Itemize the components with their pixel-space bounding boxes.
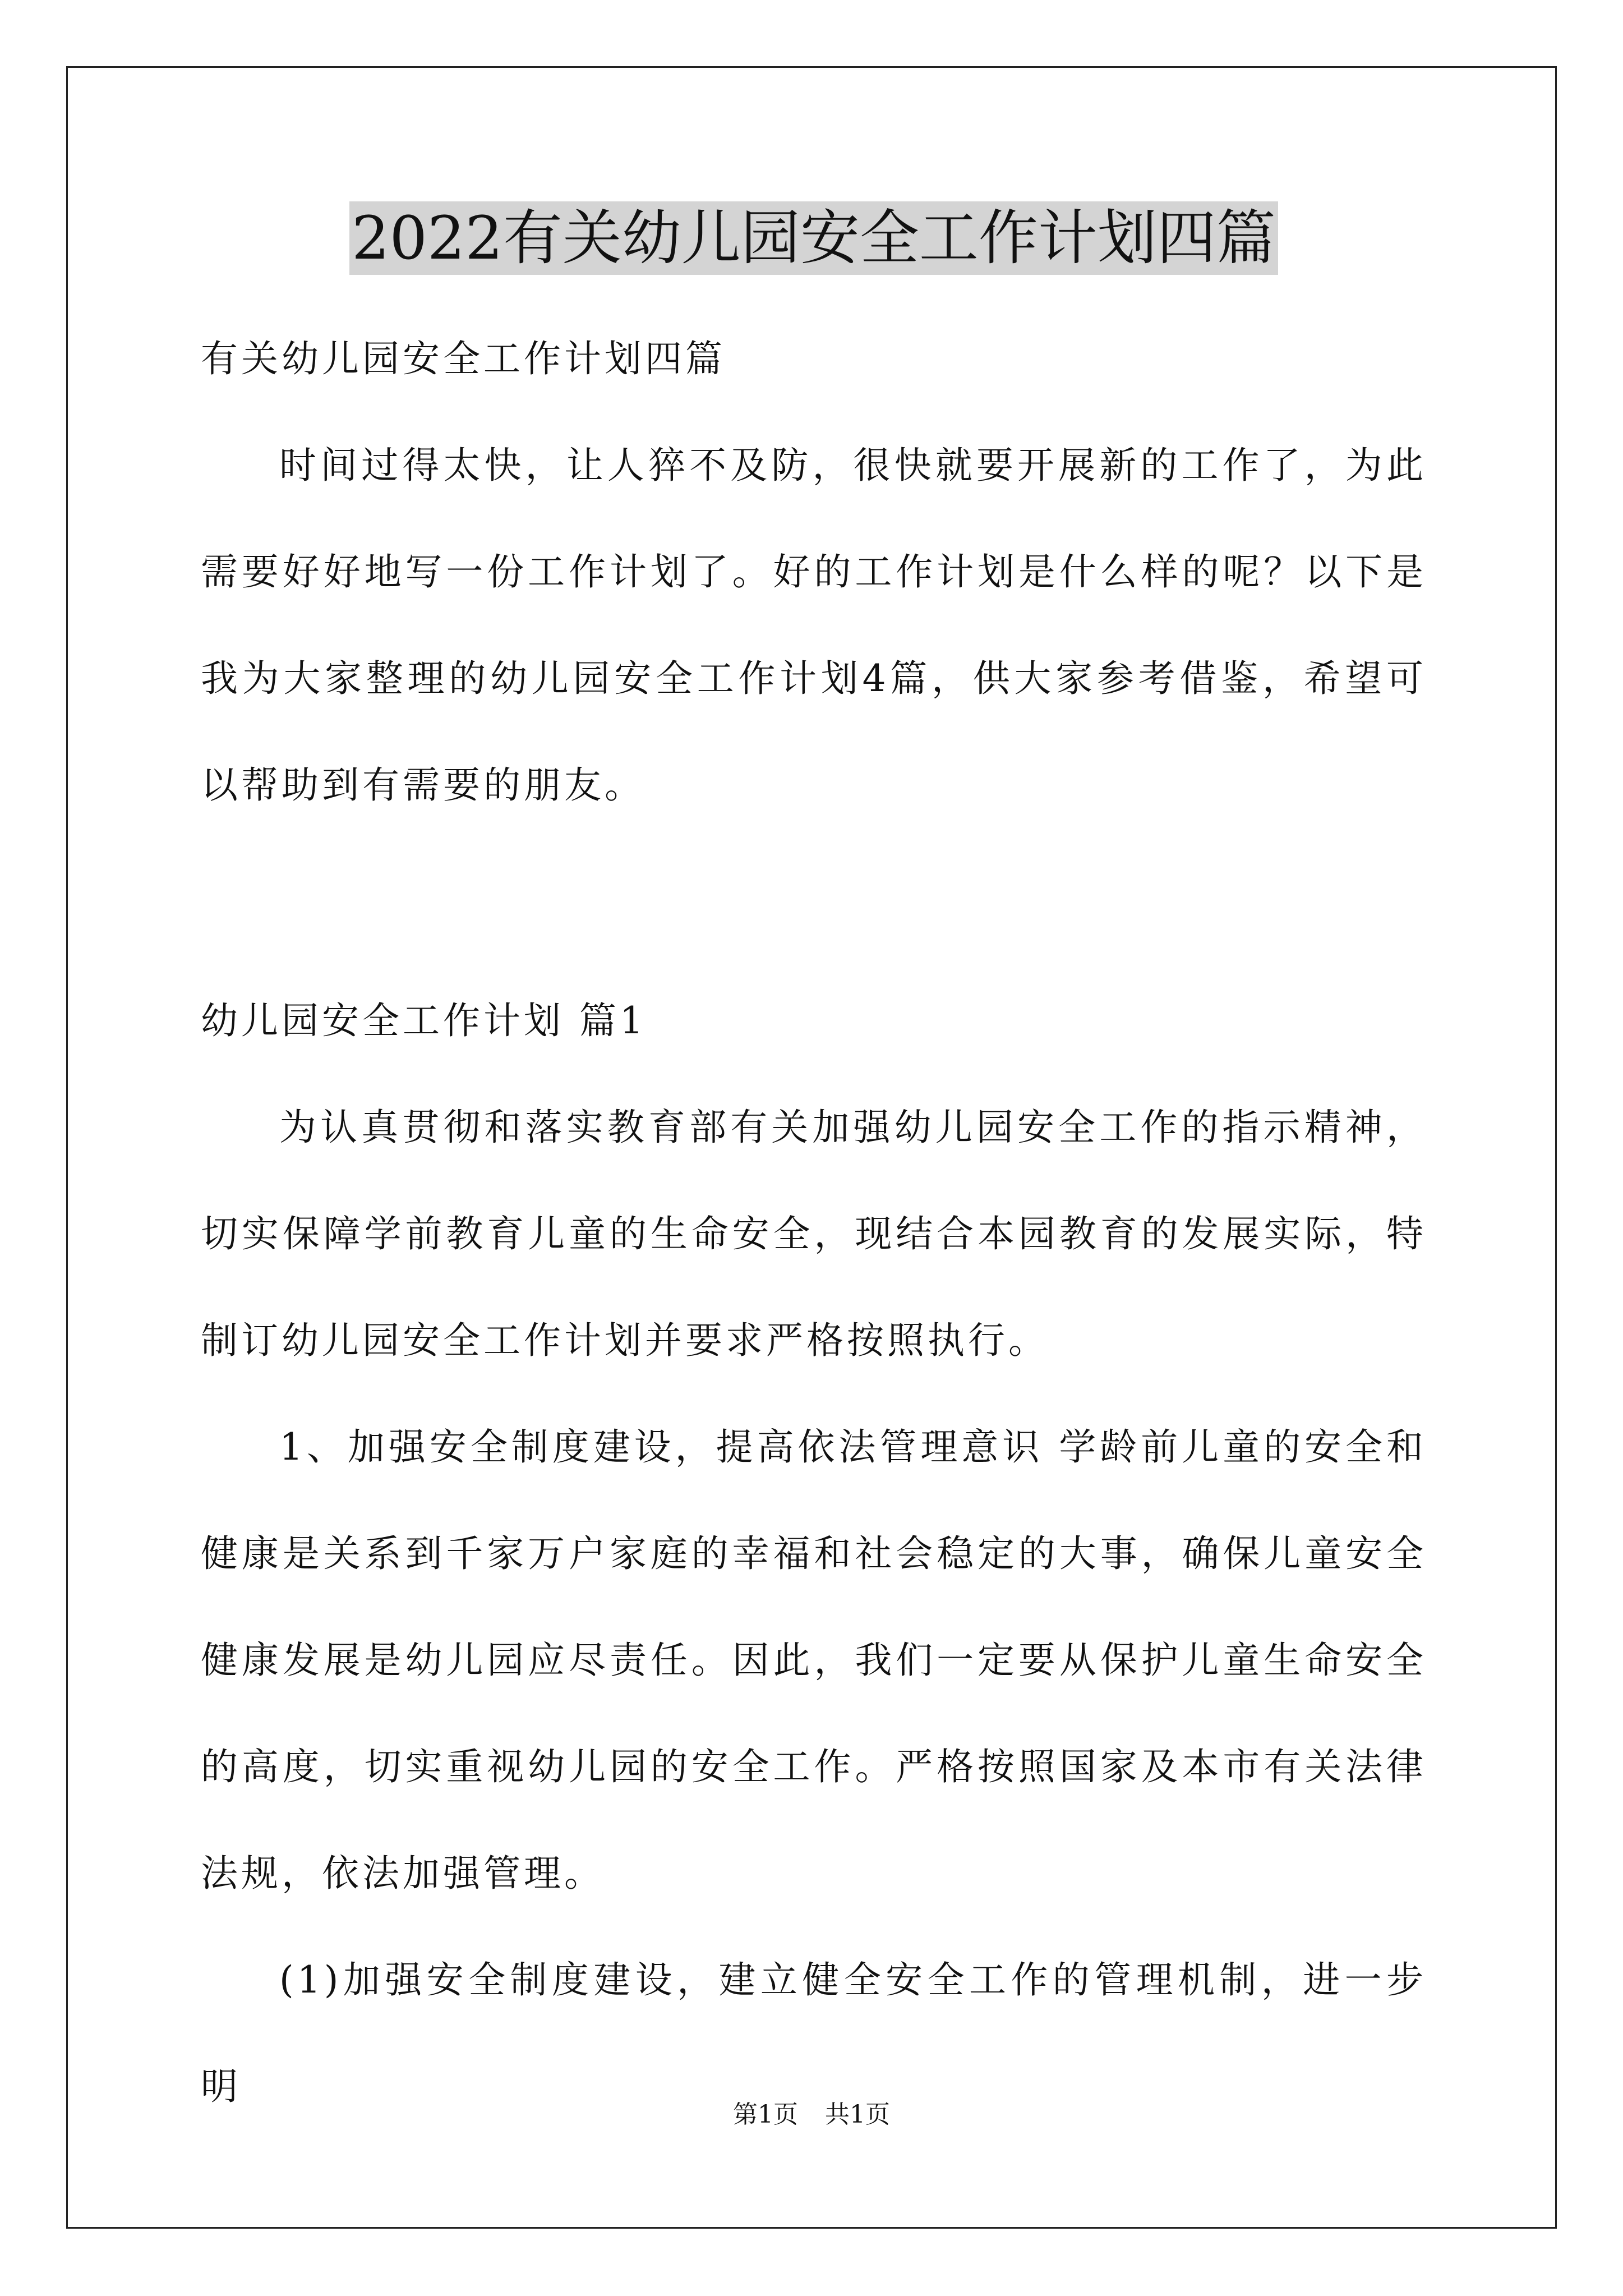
page-footer bbox=[0, 2098, 1623, 2132]
paragraph-1: 为认真贯彻和落实教育部有关加强幼儿园安全工作的指示精神，切实保障学前教育儿童的生命安全，现结合本园教育的发展实际，特制订幼儿园安全工作计划并要求严格按照执行。 bbox=[201, 1106, 1427, 1362]
paragraph-3: (1)加强安全制度建设，建立健全安全工作的管理机制，进一步明 bbox=[201, 1958, 1427, 2108]
paragraph-2: 1、加强安全制度建设，提高依法管理意识 学龄前儿童的安全和健康是关系到千家万户家庭的幸福和社会稳定的大事，确保儿童安全健康发展是幼儿园应尽责任。因此，我们一定要从保护儿童生命安全的高度，切实重视幼儿园的安全工作。严格按照国家及本市有关法律法规，依法加强管理。 bbox=[201, 1425, 1427, 1895]
document-title-text: 2022有关幼儿园安全工作计划四篇 bbox=[349, 201, 1278, 275]
page-total: 共1页 bbox=[825, 2100, 890, 2129]
page-number: 第1页 bbox=[733, 2100, 798, 2129]
document-title bbox=[201, 196, 1427, 280]
section-heading: 幼儿园安全工作计划 篇1 bbox=[201, 999, 647, 1042]
intro-paragraph: 时间过得太快，让人猝不及防，很快就要开展新的工作了，为此需要好好地写一份工作计划了。好的工作计划是什么样的呢？以下是我为大家整理的幼儿园安全工作计划4篇，供大家参考借鉴，希望可以帮助到有需要的朋友。 bbox=[201, 444, 1427, 807]
subtitle: 有关幼儿园安全工作计划四篇 bbox=[201, 337, 726, 380]
